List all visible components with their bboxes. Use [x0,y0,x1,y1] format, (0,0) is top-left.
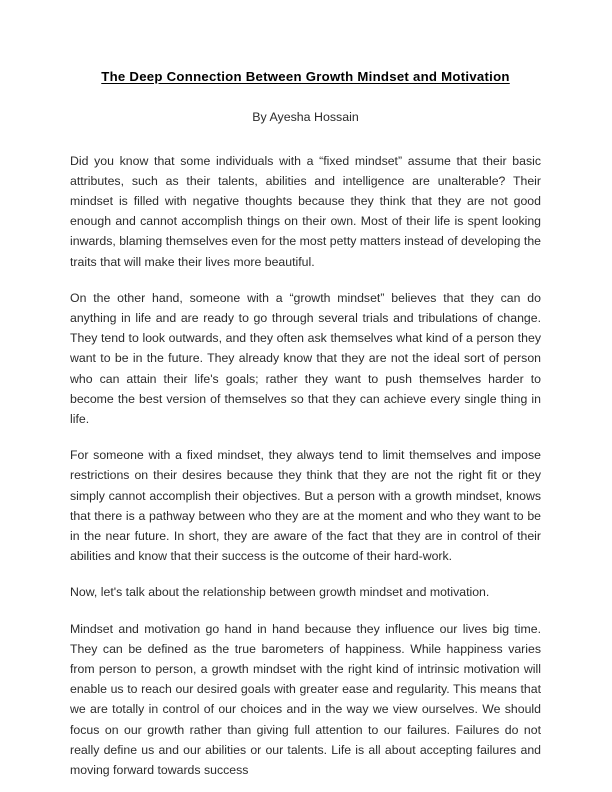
document-title [70,0,541,86]
paragraph-5: Mindset and motivation go hand in hand because they influence our lives big time. They can be defined as the true barometers of happiness. While happiness varies from person to person, a growth mindset with the right kind of intrinsic motivation will enable us to reach our desired goals with greater ease and regularity. This means that we are totally in control of our choices and in the way we view ourselves. We should focus on our growth rather than giving full attention to our failures. Failures do not really define us and our abilities or our talents. Life is all about accepting failures and moving forward towards success [70,621,541,778]
paragraph-1: Did you know that some individuals with a “fixed mindset” assume that their basic attributes, such as their talents, abilities and intelligence are unalterable? Their mindset is filled with negative thoughts because they think that they are not good enough and cannot accomplish things on their own. Most of their life is spent looking inwards, blaming themselves even for the most petty matters instead of developing the traits that will make their lives more beautiful. [70,153,541,269]
document-body [70,126,541,781]
paragraph-3: For someone with a fixed mindset, they always tend to limit themselves and impose restrictions on their desires because they think that they are not the right fit or they simply cannot accomplish their objectives. But a person with a growth mindset, knows that there is a pathway between who they are at the moment and who they want to be in the near future. In short, they are aware of the fact that they are in control of their abilities and know that their success is the outcome of their hard-work. [70,448,541,564]
document-title-text: The Deep Connection Between Growth Mindset and Motivation [101,69,510,84]
document-byline: By Ayesha Hossain [252,109,359,124]
document-content-column [70,0,541,780]
paragraph-2: On the other hand, someone with a “growth mindset” believes that they can do anything in life and are ready to go through several trials and tribulations of change. They tend to look outwards, and they often ask themselves what kind of a person they want to be in the future. They already know that they are not the ideal sort of person who can attain their life's goals; rather they want to push themselves harder to become the best version of themselves so that they can achieve every single thing in life. [70,290,541,426]
paragraph-4: Now, let's talk about the relationship between growth mindset and motivation. [70,585,490,600]
